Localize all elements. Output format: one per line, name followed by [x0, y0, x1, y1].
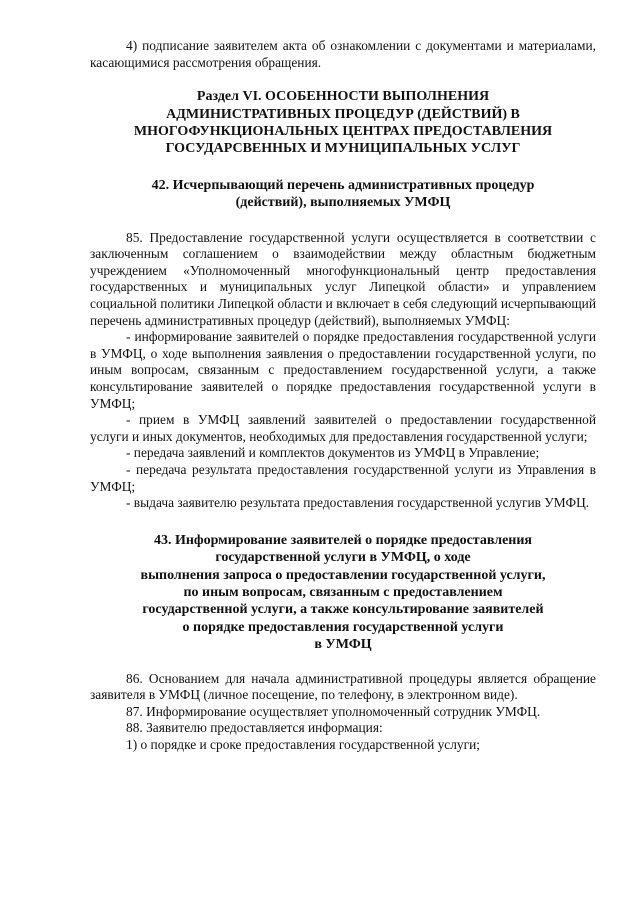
- paragraph-88: 88. Заявителю предоставляется информация:: [126, 720, 383, 736]
- subsection-title-line: выполнения запроса о предоставлении государственной услуги,: [140, 567, 546, 583]
- subsection-title-line: государственной услуги, а также консультирование заявителей: [142, 602, 544, 618]
- paragraph-88-item-1: 1) о порядке и сроке предоставления государственной услуги;: [126, 736, 481, 752]
- section-title-line: Раздел VI. ОСОБЕННОСТИ ВЫПОЛНЕНИЯ: [196, 89, 490, 105]
- subsection-title-line: в УМФЦ: [314, 637, 372, 653]
- paragraph-85: 85. Предоставление государственной услуги осуществляется в соответствии с заключенным соглашением о взаимодействии между областным бюджетным учреждением «Уполномоченный многофункциональный центр предоставления государственных и муниципальных услуг Липецкой области» и управлением социальной политики Липецкой области и включает в себя следующий исчерпывающий перечень административных процедур (действий), выполняемых УМФЦ:: [90, 229, 596, 328]
- subsection-title-line: по иным вопросам, связанным с предоставлением: [183, 584, 503, 600]
- subsection-43-title: [90, 532, 596, 654]
- section-title-line: АДМИНИСТРАТИВНЫХ ПРОЦЕДУР (ДЕЙСТВИЙ) В: [166, 106, 520, 122]
- subsection-title-line: государственной услуги в УМФЦ, о ходе: [215, 550, 471, 566]
- list-item: - выдача заявителю результата предоставления государственной услугив УМФЦ.: [126, 495, 590, 511]
- document-page: [90, 38, 596, 754]
- list-item: - прием в УМФЦ заявлений заявителей о предоставлении государственной услуги и иных документов, необходимых для предоставления государственной услуги;: [90, 412, 596, 444]
- subsection-title-line: (действий), выполняемых УМФЦ: [235, 195, 451, 211]
- section-title-line: МНОГОФУНКЦИОНАЛЬНЫХ ЦЕНТРАХ ПРЕДОСТАВЛЕНИЯ: [133, 124, 553, 139]
- section-title: [90, 88, 596, 158]
- paragraph-87: 87. Информирование осуществляет уполномоченный сотрудник УМФЦ.: [126, 703, 541, 719]
- intro-paragraph: 4) подписание заявителем акта об ознакомлении с документами и материалами, касающимися рассмотрения обращения.: [90, 38, 596, 70]
- subsection-title-line: 43. Информирование заявителей о порядке предоставления: [153, 532, 533, 548]
- list-item: - передача заявлений и комплектов документов из УМФЦ в Управление;: [126, 445, 540, 461]
- list-item: - передача результата предоставления государственной услуги из Управления в УМФЦ;: [90, 461, 596, 494]
- subsection-title-line: 42. Исчерпывающий перечень административных процедур: [151, 177, 535, 193]
- paragraph-86: 86. Основанием для начала административной процедуры является обращение заявителя в УМФЦ (личное посещение, по телефону, в электронном виде).: [90, 670, 596, 703]
- section-title-line: ГОСУДАРСВЕННЫХ И МУНИЦИПАЛЬНЫХ УСЛУГ: [165, 141, 521, 157]
- subsection-title-line: о порядке предоставления государственной услуги: [182, 619, 504, 635]
- subsection-42-title: [90, 177, 596, 212]
- list-item: - информирование заявителей о порядке предоставления государственной услуги в УМФЦ, о ходе выполнения заявления о предоставлении государственной услуги, по иным вопросам, связанным с предоставлением государственной услуги, а также консультирование заявителей о порядке предоставления государственной услуги в УМФЦ;: [90, 329, 596, 411]
